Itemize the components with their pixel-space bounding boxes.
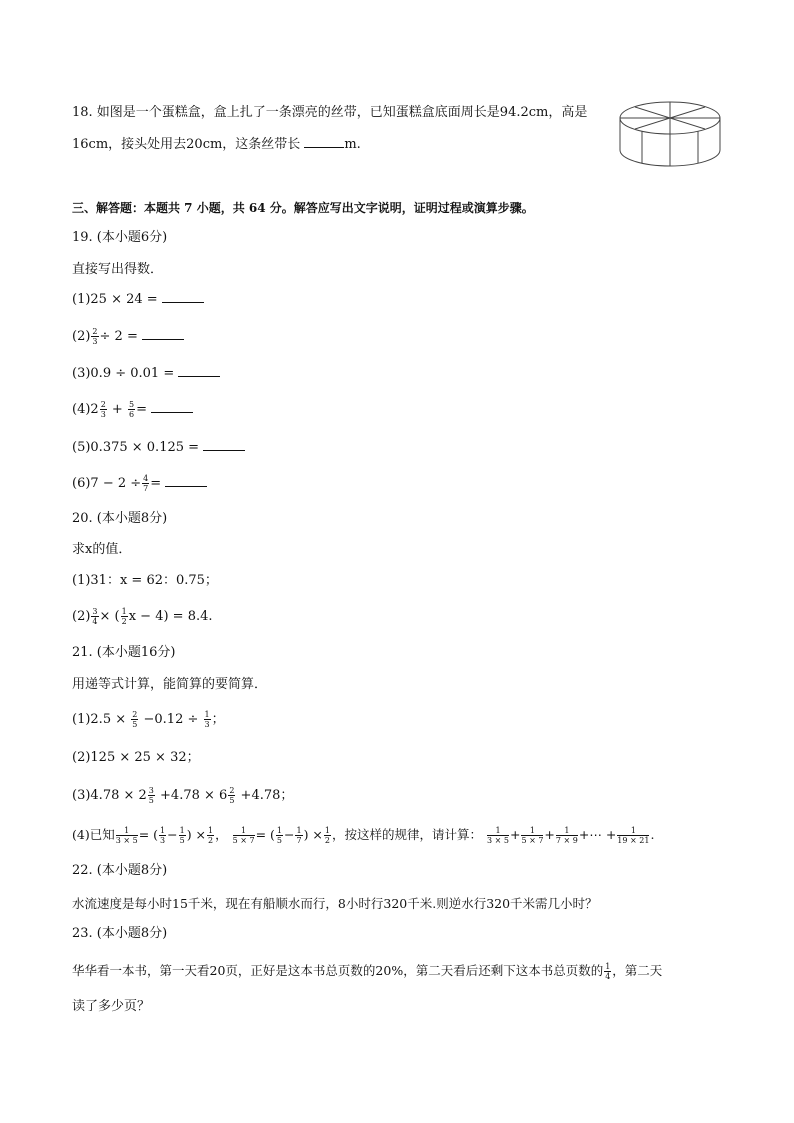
expression: × ( [99, 609, 120, 624]
punctuation: ； [211, 712, 225, 727]
q21-prompt: 用递等式计算，能简算的要简算． [72, 677, 268, 692]
expression: −0.12 ÷ [143, 712, 199, 727]
fraction: $\frac{1}{7 \times 9}$ [555, 826, 578, 845]
fraction: $\frac{2}{3}$ [100, 400, 106, 419]
q21-item-3 [72, 786, 293, 805]
fraction: $\frac{2}{3}$ [92, 327, 98, 346]
fraction: $\frac{1}{5}$ [276, 826, 282, 845]
q20-item-1: (1)31：x = 62：0.75； [72, 573, 218, 588]
q21-title: 21. (本小题16分) [72, 645, 176, 660]
expression: (4)已知 [72, 827, 115, 842]
q21-item-2: (2)125 × 25 × 32； [72, 750, 200, 765]
fraction: $\frac{1}{5 \times 7}$ [232, 826, 255, 845]
q20-title: 20. (本小题8分) [72, 511, 168, 526]
operator: = ( [138, 827, 159, 842]
fraction: $\frac{5}{6}$ [128, 400, 135, 419]
fraction: $\frac{1}{3 \times 5}$ [487, 826, 509, 845]
problem-text: ，第二天 [612, 963, 663, 978]
operator: + [111, 402, 123, 417]
expression: +4.78； [240, 788, 294, 803]
operator: = ( [255, 827, 275, 842]
operator: − [284, 827, 295, 842]
rule-text: ，按这样的规律，请计算： [332, 827, 483, 842]
fraction: $\frac{1}{3 \times 5}$ [115, 826, 138, 845]
fraction: $\frac{4}{7}$ [143, 474, 149, 493]
expression: (3)4.78 × 2 [72, 788, 147, 803]
cake-box-figure [618, 98, 722, 172]
fraction: $\frac{1}{3}$ [160, 826, 166, 845]
q18-line2 [72, 135, 361, 154]
q19-item-4 [72, 400, 193, 419]
q18-line2-text: 16cm，接头处用去20cm，这条丝带长 [72, 137, 301, 152]
fraction: $\frac{3}{5}$ [148, 786, 154, 805]
operator: = [150, 476, 162, 491]
fraction: $\frac{3}{4}$ [92, 607, 98, 626]
expression: (1)2.5 × [72, 712, 127, 727]
fraction: $\frac{1}{2}$ [121, 607, 127, 626]
operator: ) × [303, 827, 323, 842]
answer-blank [165, 474, 207, 487]
section-3-header: 三、解答题：本题共 7 小题，共 64 分。解答应写出文字说明，证明过程或演算步骤。 [72, 201, 534, 215]
operator: = [136, 402, 147, 417]
q19-item-1 [72, 290, 204, 309]
expression: ÷ 2 = [99, 329, 138, 344]
q23-line2: 读了多少页？ [72, 999, 151, 1014]
answer-blank [178, 364, 220, 377]
fraction: $\frac{1}{2}$ [324, 826, 330, 845]
answer-blank [151, 400, 193, 413]
answer-blank [203, 438, 245, 451]
problem-text: 华华看一本书，第一天看20页，正好是这本书总页数的20%，第二天看后还剩下这本书总页数的 [72, 963, 604, 978]
q23-line1 [72, 962, 662, 981]
fraction: $\frac{1}{7}$ [296, 826, 302, 845]
q21-item-4 [72, 826, 654, 845]
q21-item-1 [72, 710, 225, 729]
q19-item-5 [72, 438, 245, 457]
q18-unit: m. [344, 137, 361, 152]
fraction: $\frac{1}{5 \times 7}$ [521, 826, 544, 845]
fraction: $\frac{1}{2}$ [208, 826, 214, 845]
operator: ) × [186, 827, 207, 842]
q19-title: 19. (本小题6分) [72, 230, 168, 245]
operator: +⋯ + [578, 827, 617, 842]
q19-item-6 [72, 474, 207, 493]
answer-blank [304, 135, 344, 148]
q18-line1: 18. 如图是一个蛋糕盒，盒上扎了一条漂亮的丝带，已知蛋糕盒底面周长是94.2cm，高是 [72, 105, 588, 120]
fraction: $\frac{2}{5}$ [132, 710, 138, 729]
q19-item-3 [72, 364, 220, 383]
expression: (5)0.375 × 0.125 = [72, 440, 200, 455]
fraction: $\frac{1}{4}$ [605, 962, 611, 981]
fraction: $\frac{1}{19 \times 21}$ [617, 826, 650, 845]
fraction: $\frac{1}{5}$ [179, 826, 185, 845]
expression: +4.78 × 6 [160, 788, 228, 803]
fraction: $\frac{2}{5}$ [229, 786, 235, 805]
answer-blank [162, 290, 204, 303]
q20-prompt: 求x的值． [72, 542, 132, 557]
expression: (4)2 [72, 402, 99, 417]
answer-blank [142, 327, 184, 340]
q19-prompt: 直接写出得数． [72, 262, 164, 277]
expression: (3)0.9 ÷ 0.01 = [72, 366, 175, 381]
operator: − [167, 827, 178, 842]
fraction: $\frac{1}{3}$ [204, 710, 210, 729]
item-number: (2) [72, 329, 91, 344]
operator: + [544, 827, 555, 842]
punctuation: ， [215, 827, 228, 842]
expression: (6)7 − 2 ÷ [72, 476, 142, 491]
q19-item-2 [72, 327, 184, 346]
q22-text: 水流速度是每小时15千米，现在有船顺水而行，8小时行320千米.则逆水行320千米需几小时？ [72, 896, 598, 911]
operator: + [509, 827, 521, 842]
item-number: (2) [72, 609, 91, 624]
expression: (1)25 × 24 = [72, 292, 158, 307]
expression: x − 4) = 8.4. [128, 609, 213, 624]
q20-item-2 [72, 607, 213, 626]
q22-title: 22. (本小题8分) [72, 863, 168, 878]
q23-title: 23. (本小题8分) [72, 926, 168, 941]
punctuation: . [650, 827, 655, 842]
